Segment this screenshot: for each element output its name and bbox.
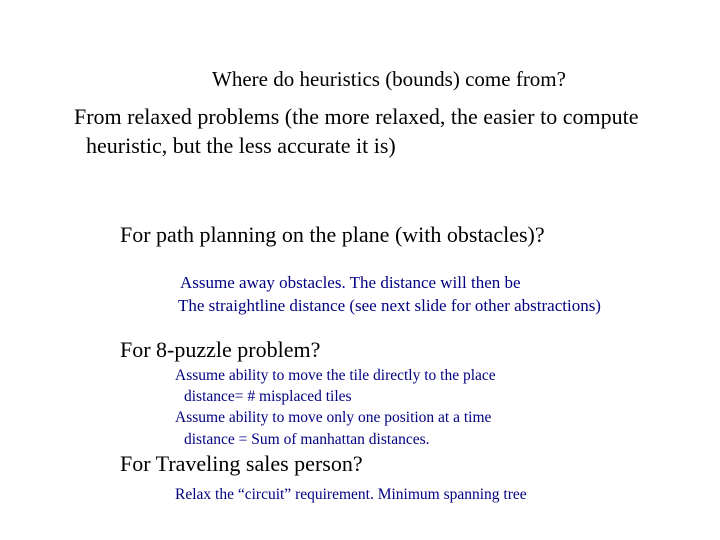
eight-puzzle-answer-1: Assume ability to move the tile directly to the place (175, 367, 496, 384)
path-planning-answer-2: The straightline distance (see next slide for other abstractions) (178, 296, 601, 315)
intro-line-2: heuristic, but the less accurate it is) (86, 133, 396, 158)
path-planning-answer-1: Assume away obstacles. The distance will then be (180, 273, 521, 292)
tsp-answer-1: Relax the “circuit” requirement. Minimum spanning tree (175, 486, 527, 503)
eight-puzzle-answer-3: Assume ability to move only one position at a time (175, 409, 492, 426)
eight-puzzle-question: For 8-puzzle problem? (120, 337, 321, 362)
intro-line-1: From relaxed problems (the more relaxed, the easier to compute (74, 104, 639, 129)
slide-title: Where do heuristics (bounds) come from? (212, 67, 566, 91)
eight-puzzle-answer-2: distance= # misplaced tiles (184, 388, 352, 405)
eight-puzzle-answer-4: distance = Sum of manhattan distances. (184, 431, 430, 448)
tsp-question: For Traveling sales person? (120, 451, 363, 476)
path-planning-question: For path planning on the plane (with obstacles)? (120, 222, 545, 247)
